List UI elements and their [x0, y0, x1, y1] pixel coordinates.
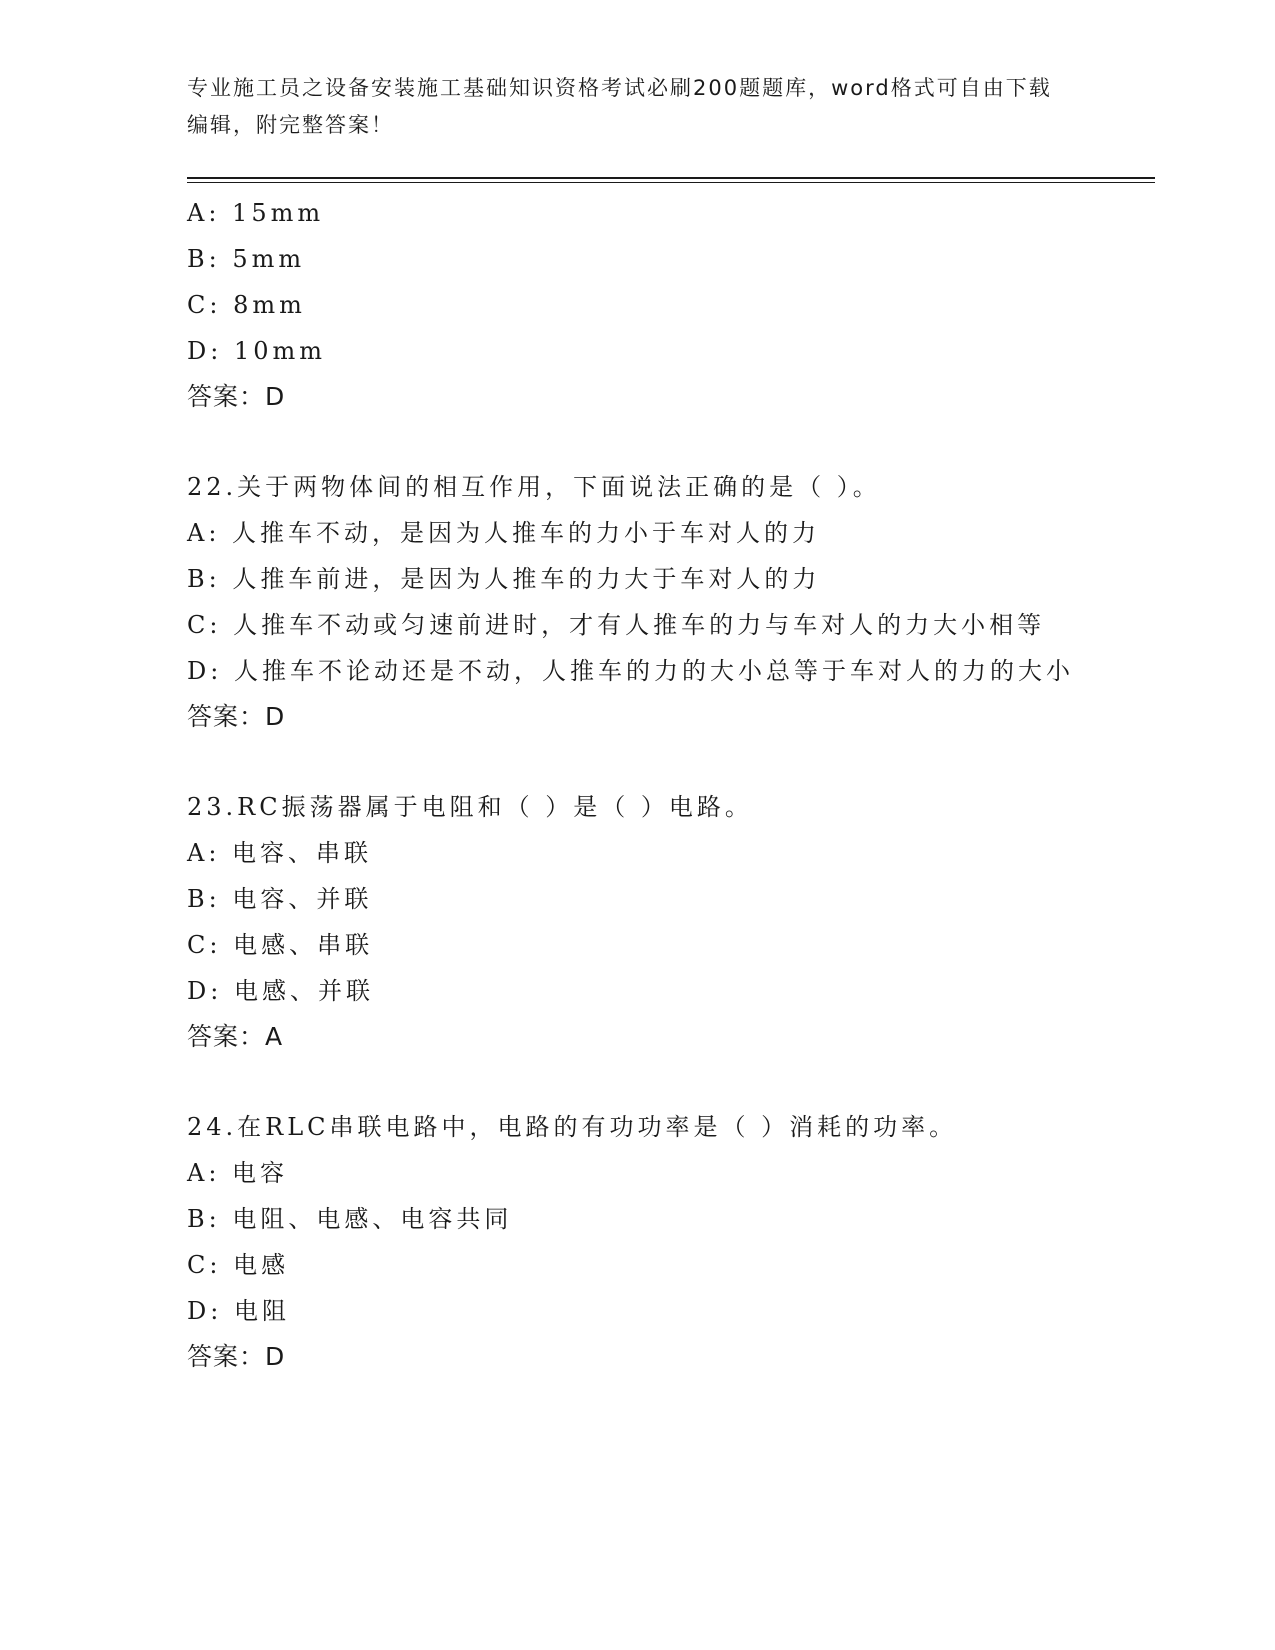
option-a: A: 电容 [187, 1159, 289, 1187]
option-a: A: 人推车不动，是因为人推车的力小于车对人的力 [187, 519, 821, 547]
question-text: 24.在RLC串联电路中，电路的有功功率是（ ）消耗的功率。 [187, 1113, 958, 1141]
answer-line: 答案：D [187, 1342, 286, 1371]
question-text: 23.RC振荡器属于电阻和（ ）是（ ）电路。 [187, 793, 753, 821]
option-b: B: 电容、并联 [187, 885, 373, 913]
option-c: C: 电感 [187, 1251, 290, 1279]
question-block-23 [187, 784, 1077, 1060]
option-d: D: 电阻 [187, 1297, 290, 1325]
question-block-21 [187, 190, 1077, 420]
option-c: C: 电感、串联 [187, 931, 374, 959]
document-header: 专业施工员之设备安装施工基础知识资格考试必刷200题题库，word格式可自由下载编辑，附完整答案！ [187, 76, 1052, 137]
answer-line: 答案：D [187, 382, 286, 411]
option-c: C: 人推车不动或匀速前进时，才有人推车的力与车对人的力大小相等 [187, 611, 1046, 639]
option-b: B: 电阻、电感、电容共同 [187, 1205, 513, 1233]
question-list [187, 190, 1077, 1380]
spacer [187, 420, 1077, 464]
header-divider-thick [187, 177, 1155, 179]
answer-line: 答案：A [187, 1022, 284, 1051]
option-a: A: 电容、串联 [187, 839, 373, 867]
option-c: C: 8mm [187, 291, 306, 319]
question-block-24 [187, 1104, 1077, 1380]
option-d: D: 人推车不论动还是不动，人推车的力的大小总等于车对人的力的大小 [187, 657, 1074, 685]
question-text: 22.关于两物体间的相互作用，下面说法正确的是（ ）。 [187, 473, 881, 501]
option-b: B: 5mm [187, 245, 306, 273]
spacer [187, 1060, 1077, 1104]
option-a: A: 15mm [187, 199, 325, 227]
spacer [187, 740, 1077, 784]
option-d: D: 电感、并联 [187, 977, 374, 1005]
answer-line: 答案：D [187, 702, 286, 731]
question-block-22 [187, 464, 1077, 740]
option-d: D: 10mm [187, 337, 327, 365]
option-b: B: 人推车前进，是因为人推车的力大于车对人的力 [187, 565, 821, 593]
header-divider-thin [187, 182, 1155, 183]
